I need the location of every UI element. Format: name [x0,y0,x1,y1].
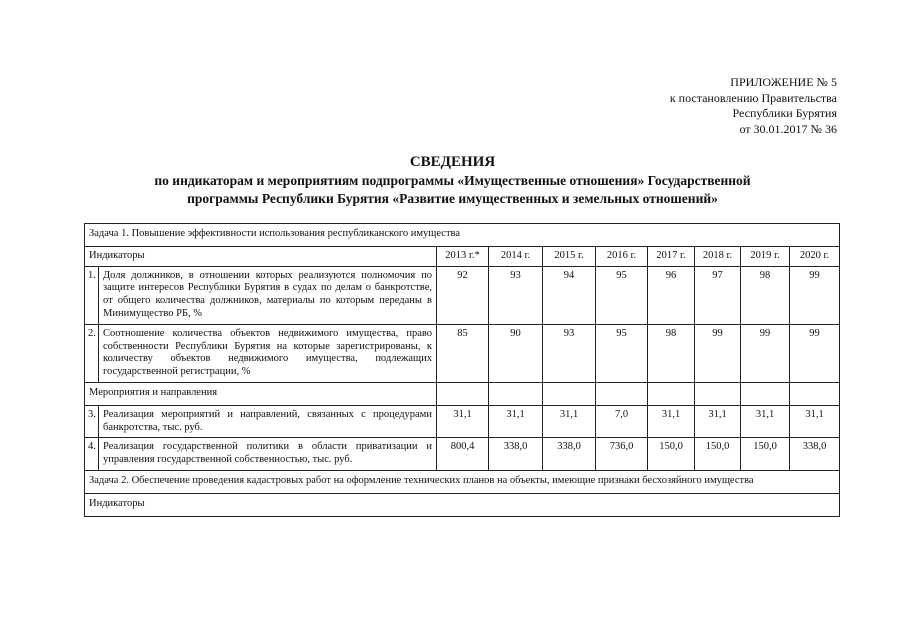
indicators-header-2: Индикаторы [85,493,840,516]
year-header: 2016 г. [596,246,648,266]
value-cell: 98 [648,324,695,382]
row-description: Соотношение количества объектов недвижимого имущества, право собственности Республики Бурятия на которые зарегистрированы, к количеству объектов недвижимого имущества, подлежащих государственной регистрации, % [99,324,437,382]
value-cell: 31,1 [437,405,489,438]
year-header: 2017 г. [648,246,695,266]
table-row [85,324,840,382]
value-cell: 99 [695,324,741,382]
year-header: 2018 г. [695,246,741,266]
value-cell: 338,0 [543,438,596,471]
empty-cell [489,382,543,405]
row-description: Реализация мероприятий и направлений, связанных с процедурами банкротства, тыс. руб. [99,405,437,438]
value-cell: 99 [790,266,840,324]
empty-cell [596,382,648,405]
value-cell: 98 [741,266,790,324]
value-cell: 7,0 [596,405,648,438]
year-header: 2014 г. [489,246,543,266]
document-heading [0,153,905,207]
row-number: 1. [85,266,99,324]
row-number: 2. [85,324,99,382]
appendix-line-4: от 30.01.2017 № 36 [739,121,837,136]
value-cell: 95 [596,266,648,324]
value-cell: 736,0 [596,438,648,471]
appendix-line-3: Республики Бурятия [732,106,837,120]
empty-cell [648,382,695,405]
value-cell: 95 [596,324,648,382]
row-description: Реализация государственной политики в области приватизации и управления государственной собственностью, тыс. руб. [99,438,437,471]
task-1-row: Задача 1. Повышение эффективности использования республиканского имущества [85,224,840,247]
appendix-line-1: ПРИЛОЖЕНИЕ № 5 [730,75,837,89]
empty-cell [741,382,790,405]
value-cell: 93 [543,324,596,382]
value-cell: 338,0 [489,438,543,471]
empty-cell [437,382,489,405]
year-header: 2020 г. [790,246,840,266]
table-row [85,438,840,471]
empty-cell [695,382,741,405]
value-cell: 99 [790,324,840,382]
value-cell: 85 [437,324,489,382]
value-cell: 31,1 [648,405,695,438]
appendix-block [670,75,837,137]
value-cell: 97 [695,266,741,324]
value-cell: 31,1 [543,405,596,438]
value-cell: 94 [543,266,596,324]
row-number: 3. [85,405,99,438]
value-cell: 31,1 [695,405,741,438]
value-cell: 96 [648,266,695,324]
empty-cell [543,382,596,405]
document-subtitle-line-1: по индикаторам и мероприятиям подпрограммы «Имущественные отношения» Государственной [154,173,751,188]
value-cell: 31,1 [741,405,790,438]
indicators-header: Индикаторы [85,246,437,266]
document-title: СВЕДЕНИЯ [409,154,496,170]
value-cell: 31,1 [489,405,543,438]
value-cell: 99 [741,324,790,382]
value-cell: 150,0 [695,438,741,471]
task-2-row: Задача 2. Обеспечение проведения кадастровых работ на оформление технических планов на объекты, имеющие признаки бесхозяйного имущества [85,470,840,493]
year-header: 2013 г.* [437,246,489,266]
row-number: 4. [85,438,99,471]
indicators-table [84,223,840,517]
year-header: 2015 г. [543,246,596,266]
value-cell: 93 [489,266,543,324]
table-row [85,405,840,438]
year-header: 2019 г. [741,246,790,266]
table-row [85,266,840,324]
value-cell: 92 [437,266,489,324]
document-subtitle-line-2: программы Республики Бурятия «Развитие имущественных и земельных отношений» [187,190,718,206]
value-cell: 150,0 [648,438,695,471]
appendix-line-2: к постановлению Правительства [669,90,837,105]
value-cell: 338,0 [790,438,840,471]
value-cell: 90 [489,324,543,382]
row-description: Доля должников, в отношении которых реализуются полномочия по защите интересов Республики Бурятия в судах по делам о банкротстве, от общего количества должников, материалы по которым переданы в Минимущество РБ, % [99,266,437,324]
measures-header: Мероприятия и направления [85,382,437,405]
value-cell: 150,0 [741,438,790,471]
empty-cell [790,382,840,405]
value-cell: 31,1 [790,405,840,438]
value-cell: 800,4 [437,438,489,471]
